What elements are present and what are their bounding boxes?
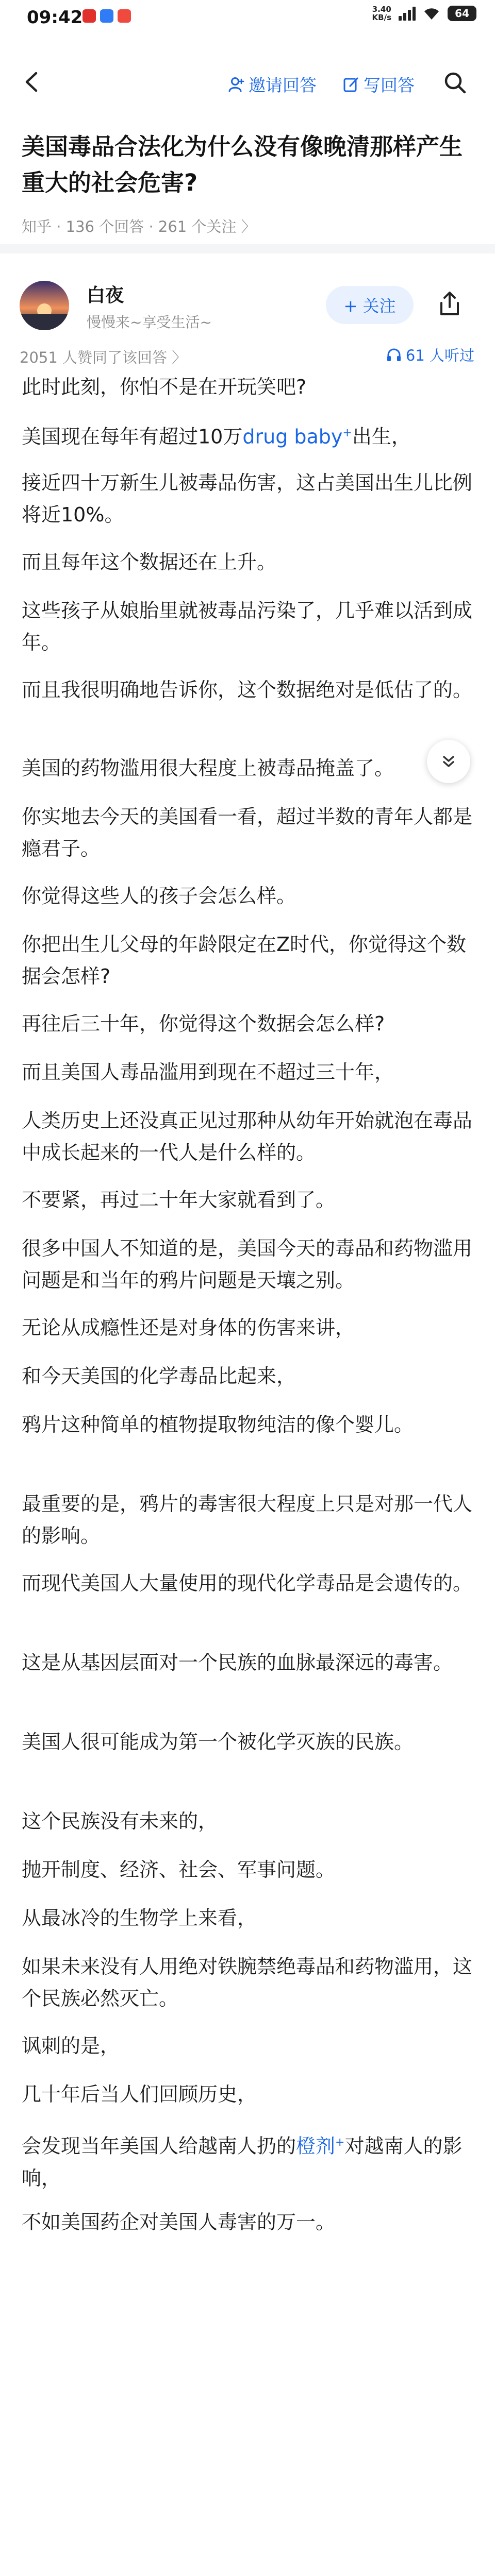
answer-paragraph: 美国的药物滥用很大程度上被毒品掩盖了。	[22, 757, 394, 779]
answer-paragraph: 鸦片这种简单的植物提取物纯洁的像个婴儿。	[22, 1413, 414, 1436]
wifi-icon	[423, 6, 440, 21]
notification-app-icon	[100, 9, 113, 23]
answer-paragraph: 如果未来没有人用绝对铁腕禁绝毒品和药物滥用，这个民族必然灭亡。	[22, 1955, 473, 2010]
author-name[interactable]: 白夜	[87, 285, 124, 306]
answer-paragraph: 不要紧，再过二十年大家就看到了。	[22, 1189, 336, 1211]
answer-paragraph: 最重要的是，鸦片的毒害很大程度上只是对那一代人的影响。	[22, 1493, 473, 1547]
status-indicators	[372, 5, 476, 22]
answer-paragraph: 从最冰冷的生物学上来看，	[22, 1907, 257, 1929]
answer-paragraph: 你觉得这些人的孩子会怎么样。	[22, 885, 296, 907]
status-bar	[0, 0, 495, 31]
follow-label: + 关注	[343, 296, 396, 316]
chevron-double-down-icon	[439, 752, 458, 771]
expand-button[interactable]	[427, 740, 470, 783]
answer-paragraph: 很多中国人不知道的是，美国今天的毒品和药物滥用问题是和当年的鸦片问题是天壤之别。	[22, 1237, 473, 1292]
answer-paragraph: 你实地去今天的美国看一看，超过半数的青年人都是瘾君子。	[22, 805, 473, 860]
answer-paragraph: 几十年后当人们回顾历史，	[22, 2083, 257, 2106]
edit-pencil-icon	[343, 76, 359, 93]
answer-paragraph: 而且美国人毒品滥用到现在不超过三十年，	[22, 1061, 394, 1083]
question-title[interactable]: 美国毒品合法化为什么没有像晚清那样产生重大的社会危害?	[22, 133, 463, 196]
answer-paragraph: 这个民族没有未来的，	[22, 1810, 218, 1833]
author-bio: 慢慢来~享受生活~	[87, 314, 212, 331]
answer-paragraph: 不如美国药企对美国人毒害的万一。	[22, 2211, 336, 2233]
answer-paragraph: 会发现当年美国人给越南人扔的橙剂+对越南人的影响，	[22, 2134, 463, 2190]
answer-paragraph: 这是从基因层面对一个民族的血脉最深远的毒害。	[22, 1651, 453, 1674]
cellular-signal-icon	[399, 6, 416, 21]
answer-paragraph: 无论从成瘾性还是对身体的伤害来讲，	[22, 1316, 355, 1339]
write-answer-label: 写回答	[364, 75, 415, 95]
answer-paragraph: 再往后三十年，你觉得这个数据会怎么样?	[22, 1012, 385, 1035]
answer-paragraph: 接近四十万新生儿被毒品伤害，这占美国出生儿比例将近10%。	[22, 471, 473, 526]
section-divider	[0, 244, 495, 253]
answer-paragraph: 和今天美国的化学毒品比起来，	[22, 1365, 296, 1387]
invite-person-icon	[228, 76, 244, 93]
link-marker-icon: +	[342, 427, 352, 439]
invite-answer-button[interactable]	[228, 72, 317, 96]
follow-button[interactable]	[326, 286, 414, 324]
question-meta[interactable]	[22, 215, 256, 236]
answer-paragraph: 抛开制度、经济、社会、军事问题。	[22, 1858, 336, 1881]
notification-app-icon	[82, 9, 96, 23]
search-icon[interactable]	[442, 70, 468, 96]
listen-button[interactable]	[386, 344, 474, 365]
status-notification-icons	[82, 9, 131, 23]
network-speed: 3.40 KB/s	[372, 5, 391, 22]
drug-baby-link[interactable]: drug baby	[242, 425, 343, 448]
author-avatar[interactable]	[20, 281, 69, 330]
invite-answer-label: 邀请回答	[249, 75, 317, 95]
answer-paragraph: 人类历史上还没真正见过那种从幼年开始就泡在毒品中成长起来的一代人是什么样的。	[22, 1109, 473, 1164]
answer-paragraph: 讽刺的是，	[22, 2035, 120, 2057]
status-time: 09:42	[27, 7, 83, 28]
back-arrow-icon[interactable]	[20, 69, 45, 95]
listen-count: 61 人听过	[405, 347, 474, 364]
battery-indicator: 64	[448, 6, 476, 21]
agree-count[interactable]: 2051 人赞同了该回答 〉	[20, 349, 187, 366]
answer-paragraph: 而现代美国人大量使用的现代化学毒品是会遗传的。	[22, 1572, 473, 1595]
avatar-sunset-image	[20, 281, 69, 330]
top-nav	[0, 62, 495, 103]
write-answer-button[interactable]	[343, 72, 415, 96]
answer-paragraph: 而且每年这个数据还在上升。	[22, 551, 277, 573]
answer-paragraph: 而且我很明确地告诉你，这个数据绝对是低估了的。	[22, 679, 473, 701]
agent-orange-link[interactable]: 橙剂	[296, 2134, 336, 2158]
answer-paragraph: 美国人很可能成为第一个被化学灭族的民族。	[22, 1731, 414, 1753]
answer-paragraph: 这些孩子从娘胎里就被毒品污染了，几乎难以活到成年。	[22, 599, 473, 654]
question-meta-text: 知乎 · 136 个回答 · 261 个关注 〉	[22, 218, 256, 235]
notification-app-icon	[118, 9, 131, 23]
answer-paragraph: 此时此刻，你怕不是在开玩笑吧?	[22, 376, 307, 398]
share-icon[interactable]	[434, 289, 465, 319]
answer-paragraph: 美国现在每年有超过10万drug baby+出生，	[22, 425, 411, 448]
link-marker-icon: +	[335, 2136, 345, 2149]
headphones-icon	[386, 347, 402, 363]
answer-paragraph: 你把出生儿父母的年龄限定在Z时代，你觉得这个数据会怎样?	[22, 933, 467, 988]
